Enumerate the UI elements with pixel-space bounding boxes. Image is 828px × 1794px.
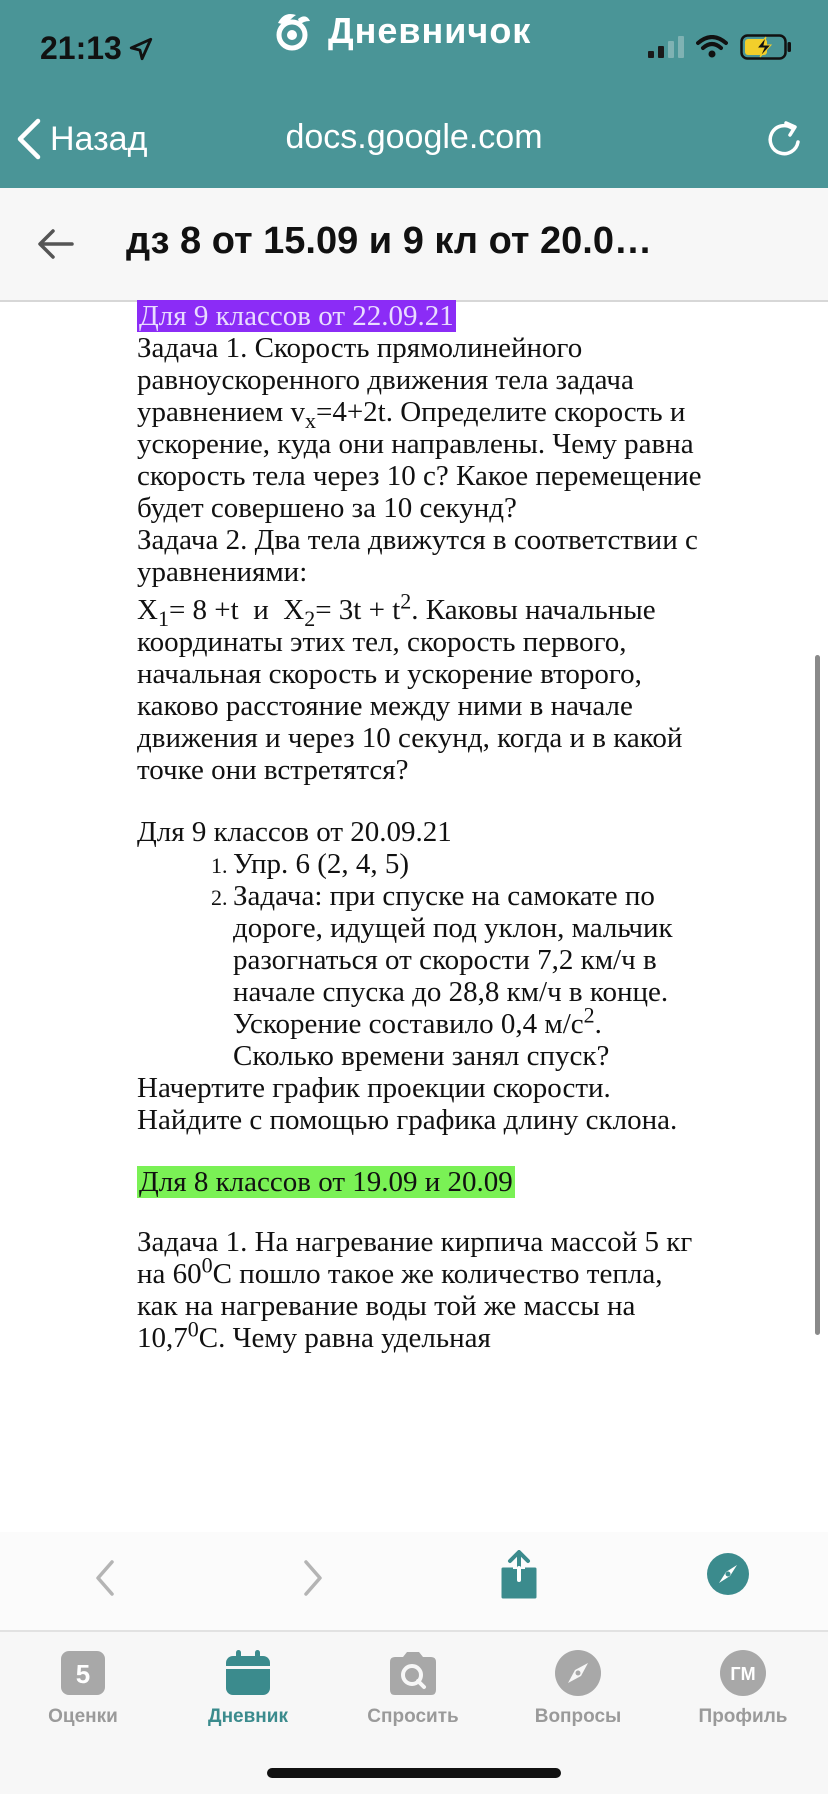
grade-badge-icon — [58, 1648, 108, 1698]
section-heading-8: Для 8 классов от 19.09 и 20.09 — [139, 1166, 513, 1198]
app-logo-icon — [270, 9, 314, 53]
avatar-icon — [718, 1648, 768, 1698]
url-domain: docs.google.com — [285, 118, 543, 156]
tab-diary[interactable]: Дневник — [173, 1648, 323, 1728]
chevron-left-icon — [16, 118, 42, 160]
list-item: 1. Упр. 6 (2, 4, 5) — [233, 848, 707, 880]
task-paragraph: Задача 2. Два тела движутся в соответствии с уравнениями: — [137, 524, 698, 588]
compass-icon — [553, 1648, 603, 1698]
compass-icon — [706, 1552, 750, 1596]
open-in-browser-button[interactable] — [706, 1552, 750, 1601]
tab-profile[interactable]: ГМ Профиль — [668, 1648, 818, 1728]
tab-ask[interactable]: Спросить — [338, 1648, 488, 1728]
back-button[interactable]: Назад — [16, 118, 147, 160]
top-bar — [0, 0, 828, 188]
battery-icon — [740, 34, 792, 60]
calendar-icon — [223, 1648, 273, 1698]
app-title: Дневничок — [270, 6, 531, 56]
location-arrow-icon — [128, 36, 154, 62]
tab-grades[interactable]: 5 Оценки — [8, 1648, 158, 1728]
svg-text:ГМ: ГМ — [730, 1664, 756, 1684]
document-header — [0, 188, 828, 302]
share-button[interactable] — [499, 1550, 539, 1605]
browser-toolbar — [0, 1532, 828, 1630]
scrollbar[interactable] — [815, 655, 820, 1335]
home-indicator — [267, 1768, 561, 1778]
task-paragraph: $X_1= 8 +t$ и $X_2= 3t + t^2$. Каковы начальные координаты этих тел, скорость первого, начальная скорость и ускорение второго, каково расстояние между ними в начале движения и через 10 секунд, когда и в какой точке они встретятся? — [137, 588, 683, 786]
wifi-icon — [696, 35, 728, 59]
svg-text:5: 5 — [75, 1659, 91, 1689]
reload-button[interactable] — [762, 118, 806, 167]
chevron-right-icon — [298, 1556, 328, 1600]
document-content — [137, 300, 707, 1532]
task-paragraph: Задача 1. Скорость прямолинейного равноускоренного движения тела задача уравнением $v_x=4+2t$. Определите скорость и ускорение, куда они направлены. Чему равна скорость тела через 10 с? Какое перемещение будет совершено за 10 секунд? — [137, 332, 702, 524]
task-paragraph: Начертите график проекции скорости. Найдите с помощью графика длину склона. — [137, 1072, 678, 1136]
chevron-left-icon — [90, 1556, 120, 1600]
signal-icon — [648, 36, 684, 58]
task-list — [137, 848, 707, 1072]
task-paragraph: Задача 1. На нагревание кирпича массой 5 кг на $60^0С$ пошло такое же количество тепла, как на нагревание воды той же массы на 10,7$^0$С. Чему равна удельная — [137, 1226, 693, 1354]
camera-search-icon — [386, 1648, 440, 1698]
doc-back-button[interactable] — [36, 224, 76, 269]
section-heading-9-2209: Для 9 классов от 22.09.21 — [139, 300, 454, 332]
document-title: дз 8 от 15.09 и 9 кл от 20.0… — [126, 220, 652, 262]
list-item: 2. Задача: при спуске на самокате по дороге, идущей под уклон, мальчик разогнаться от скорости 7,2 км/ч в начале спуска до 28,8 км/ч в конце. Ускорение составило 0,4 $м/с^2$. Сколько времени занял спуск? — [233, 880, 707, 1072]
reload-icon — [762, 118, 806, 162]
arrow-left-icon — [36, 224, 76, 264]
section-heading-9-2009: Для 9 классов от 20.09.21 — [137, 816, 452, 848]
browser-back-button[interactable] — [90, 1556, 120, 1605]
status-time: 21:13 — [40, 30, 154, 67]
status-icons — [648, 34, 792, 60]
share-icon — [499, 1550, 539, 1600]
tab-questions[interactable]: Вопросы — [503, 1648, 653, 1728]
browser-forward-button[interactable] — [298, 1556, 328, 1605]
